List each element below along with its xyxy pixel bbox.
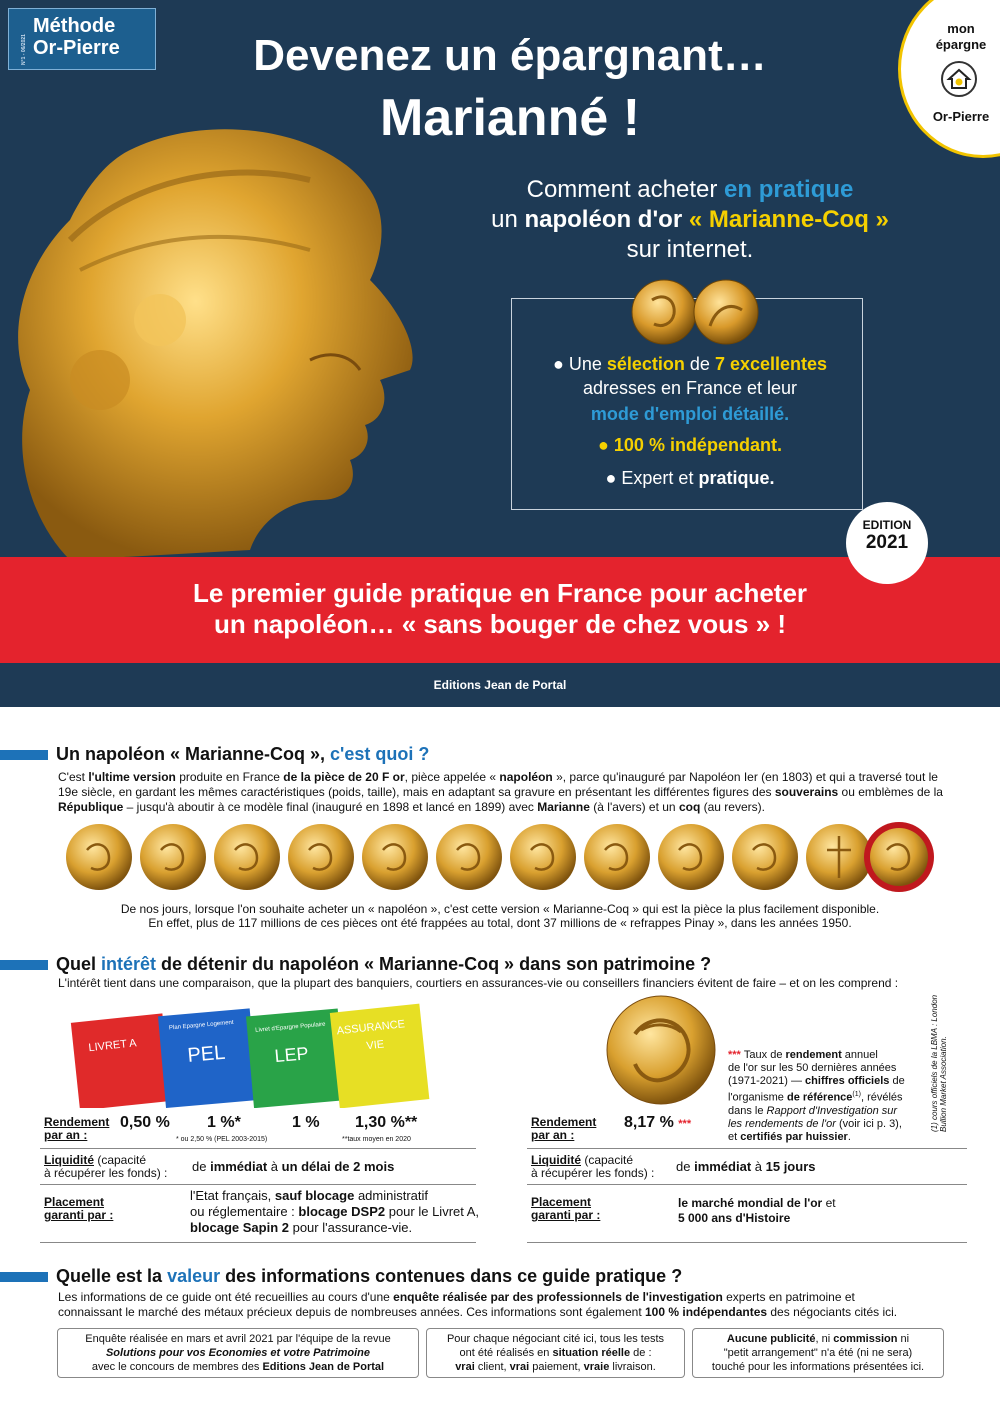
house-icon: [941, 61, 977, 97]
text-bold: Marianne: [537, 800, 590, 814]
cover-subtitle: [490, 175, 890, 265]
booklet-pel: [158, 1008, 258, 1108]
booklet-livret-a: [71, 1013, 172, 1108]
coin-9: [658, 824, 724, 890]
label-text: par an :: [531, 1128, 575, 1142]
coin-5: [362, 824, 428, 890]
edition-year: 2021: [865, 532, 909, 553]
note-text: (1971-2021) —: [728, 1075, 806, 1087]
methode-line1: Méthode: [33, 15, 116, 37]
box-text: touché pour les informations présentées ici.: [711, 1361, 925, 1373]
box-bold: commission: [833, 1333, 898, 1345]
label-text: Liquidité: [531, 1153, 581, 1167]
booklet-assurance-vie: [330, 1004, 430, 1108]
note-stars: ***: [728, 1049, 744, 1061]
text: emblèmes de la: [858, 785, 943, 799]
text: De nos jours, lorsque l'on souhaite acheter un « napoléon », c'est cette version « Marianne-Coq » qui est la pièce la plus facilement disponible.: [120, 902, 880, 916]
publisher-name: Editions Jean de Portal: [433, 678, 567, 692]
section2-intro: L'intérêt tient dans une comparaison, que la plupart des banquiers, courtiers en assurances-vie ou conseillers financiers évitent de faire – et on les comprend :: [58, 976, 899, 990]
box-text: ni: [897, 1333, 910, 1345]
coin-marianne-coq-highlighted: [864, 822, 934, 892]
divider: [527, 1148, 967, 1149]
note-bold: de référence: [786, 1091, 853, 1104]
box-bold: vraie: [583, 1361, 610, 1373]
svg-text:ASSURANCE: ASSURANCE: [336, 1018, 406, 1038]
rendement-or: [624, 1114, 691, 1132]
red-banner-text: [60, 578, 940, 640]
lbma-footnote: (1) cours officiels de la LBMA : London Bullion Market Association.: [930, 994, 948, 1132]
divider: [527, 1242, 967, 1243]
text: de: [192, 1159, 211, 1174]
red-banner-line1: Le premier guide pratique en France pour acheter: [192, 578, 808, 608]
divider: [40, 1242, 476, 1243]
label-text: (capacité: [94, 1153, 147, 1167]
feature-bullet-mode-emploi: mode d'emploi détaillé.: [590, 404, 790, 424]
bullet-highlight: sélection: [606, 354, 685, 374]
text: experts en patrimoine et: [722, 1290, 855, 1304]
rendement-note-av: **taux moyen en 2020: [342, 1136, 411, 1143]
label-text: à récupérer les fonds) :: [531, 1166, 655, 1180]
coin-8: [584, 824, 650, 890]
note-italic: Rapport d'Investigation sur: [766, 1104, 898, 1117]
svg-text:LIVRET A: LIVRET A: [87, 1037, 138, 1055]
bullet-text: Une: [568, 354, 607, 374]
note-text: et: [728, 1130, 741, 1143]
section1-paragraph: [58, 770, 958, 815]
text-bold: blocage DSP2: [298, 1204, 386, 1219]
text-bold: napoléon: [499, 770, 553, 784]
coin-1: [66, 824, 132, 890]
box-text: Pour chaque négociant cité ici, tous les tests: [446, 1333, 665, 1345]
text-bold: 100 % indépendantes: [645, 1305, 768, 1319]
label-text: (capacité: [581, 1153, 634, 1167]
value-text: 8,17 %: [624, 1114, 674, 1131]
liquidite-label-or: [531, 1154, 654, 1180]
text: (au revers).: [700, 800, 765, 814]
rendement-lep: 1 %: [292, 1114, 320, 1131]
text: C'est: [58, 770, 89, 784]
methode-line2: Or-Pierre: [33, 37, 120, 59]
box-text: "petit arrangement" n'a été (ni ne sera): [723, 1347, 913, 1359]
note-text: .: [847, 1130, 851, 1143]
heading-highlight: c'est quoi ?: [330, 744, 430, 764]
subtitle-part: un: [491, 206, 525, 233]
text: – jusqu'à aboutir à ce modèle final (inauguré en 1898 et lancé en 1899) avec: [123, 800, 538, 814]
text-bold: immédiat: [694, 1159, 752, 1174]
placement-label-or: [531, 1196, 600, 1222]
label-text: Rendement: [531, 1115, 597, 1129]
text-bold: de la pièce de 20 F or: [283, 770, 405, 784]
svg-text:Livret d'Epargne Populaire: Livret d'Epargne Populaire: [255, 1021, 326, 1034]
feature-bullet-expert: ● Expert et pratique.: [605, 468, 775, 488]
rendement-note-pel: * ou 2,50 % (PEL 2003-2015): [176, 1136, 268, 1143]
bullet-text: de: [684, 354, 715, 374]
text-bold: immédiat: [210, 1159, 268, 1174]
heading-highlight: valeur: [167, 1266, 221, 1286]
note-text: de: [889, 1075, 905, 1087]
bullet-bold: pratique.: [698, 468, 775, 488]
subtitle-bold: napoléon d'or: [524, 206, 683, 233]
section-marker: [0, 1272, 48, 1282]
rendement-livret-a: 0,50 %: [120, 1114, 170, 1131]
label-text: garanti par :: [531, 1208, 601, 1222]
badge-text-or-pierre: Or-Pierre: [932, 109, 990, 124]
marianne-profile-illustration: [10, 120, 480, 560]
box-text: client,: [474, 1361, 510, 1373]
methode-badge: [8, 8, 156, 70]
cover-title-line2: Marianné !: [379, 89, 641, 147]
section-marker: [0, 960, 48, 970]
heading-text: des informations contenues dans ce guide pratique ?: [220, 1266, 683, 1286]
issue-number: N°1 - 06/2021: [21, 34, 27, 65]
text-bold: enquête réalisée par des professionnels de l'investigation: [393, 1290, 723, 1304]
box-text: , ni: [815, 1333, 834, 1345]
bullet-text: 100 % indépendant.: [613, 435, 782, 455]
heading-highlight: intérêt: [101, 954, 157, 974]
text-bold: blocage Sapin 2: [190, 1220, 289, 1235]
coin-11: [806, 824, 872, 890]
box-bold: Aucune publicité: [726, 1333, 816, 1345]
section-heading-valeur: [0, 1266, 682, 1287]
feature-bullet-independant: ● 100 % indépendant.: [598, 435, 782, 455]
text-bold: un délai de 2 mois: [281, 1159, 395, 1174]
coins-pair-illustration: [630, 278, 760, 346]
text: administratif: [354, 1188, 429, 1203]
text: et: [822, 1196, 836, 1210]
divider: [527, 1184, 967, 1185]
booklet-lep: [246, 1009, 346, 1108]
feature-bullet-selection: ● Une sélection de 7 excellentes adresses en France et leur: [552, 354, 828, 398]
text: (à l'avers) et un: [589, 800, 679, 814]
marianne-coin-illustration: [605, 994, 717, 1106]
coin-4: [288, 824, 354, 890]
text-bold: sauf blocage: [274, 1188, 355, 1203]
info-box-enquete: [57, 1328, 419, 1378]
box-text: livraison.: [609, 1361, 656, 1373]
cover-title-line1: Devenez un épargnant…: [253, 31, 767, 80]
text-bold: 5 000 ans d'Histoire: [678, 1211, 791, 1225]
text-bold: 15 jours: [765, 1159, 816, 1174]
text-bold: le marché mondial de l'or: [678, 1196, 823, 1210]
text: l'Etat français,: [190, 1188, 275, 1203]
text: connaissant le marché des métaux précieux depuis de nombreuses années. Ces informations sont également: [58, 1305, 645, 1319]
text: produite en France: [175, 770, 284, 784]
box-bold: vrai: [455, 1361, 475, 1373]
rendement-assurance-vie: 1,30 %**: [355, 1114, 418, 1131]
heading-text: Quel: [56, 954, 102, 974]
text: de: [676, 1159, 695, 1174]
divider: [40, 1148, 476, 1149]
text: pour l'assurance-vie.: [288, 1220, 413, 1235]
label-text: Liquidité: [44, 1153, 94, 1167]
edition-label: EDITION: [862, 518, 912, 532]
liquidite-label: [44, 1154, 167, 1180]
placement-livrets: [190, 1188, 479, 1236]
box-text: paiement,: [529, 1361, 584, 1373]
text: à: [267, 1159, 282, 1174]
box-bold: vrai: [509, 1361, 530, 1373]
placement-label: [44, 1196, 113, 1222]
text: ou: [838, 785, 855, 799]
rendement-label-or: [531, 1116, 596, 1142]
value-stars: ***: [678, 1118, 692, 1130]
label-text: Rendement: [44, 1115, 110, 1129]
note-text: , révélés: [860, 1091, 903, 1104]
subtitle-part: Comment acheter: [526, 176, 725, 203]
red-banner-line2: un napoléon… « sans bouger de chez vous » !: [213, 609, 787, 639]
text: , pièce appelée «: [404, 770, 500, 784]
text: Les informations de ce guide ont été recueillies au cours d'une: [58, 1290, 394, 1304]
savings-booklets-illustration: [70, 1000, 430, 1108]
box-italic: Solutions pour vos Economies et votre Patrimoine: [105, 1347, 371, 1359]
label-text: Placement: [44, 1195, 105, 1209]
badge-text-epargne: épargne: [935, 37, 987, 52]
text: des négociants cités ici.: [767, 1305, 898, 1319]
section-heading-quoi: [0, 744, 429, 765]
subtitle-highlight: en pratique: [724, 176, 854, 203]
svg-text:VIE: VIE: [365, 1038, 385, 1053]
note-text: annuel: [841, 1049, 878, 1061]
text: tout le 19e siècle, en gardant les mêmes caractéristiques (poids, taille), mais en adaptant sa gravure en présentant les différentes figures des: [58, 770, 938, 799]
heading-text: Un napoléon « Marianne-Coq »,: [56, 744, 331, 764]
note-bold: certifiés par huissier: [740, 1130, 848, 1143]
coin-10: [732, 824, 798, 890]
box-text: avec le concours de membres des: [91, 1361, 263, 1373]
box-bold: Editions Jean de Portal: [262, 1361, 385, 1373]
note-text: Taux de: [743, 1049, 786, 1061]
bullet-text: Expert et: [621, 468, 699, 488]
text-bold: coq: [678, 800, 701, 814]
label-text: Placement: [531, 1195, 592, 1209]
text: ou réglementaire :: [190, 1204, 299, 1219]
liquidite-or: [676, 1160, 815, 1174]
note-text: de l'or sur les 50 dernières années: [728, 1062, 897, 1074]
mon-epargne-badge: [898, 0, 1000, 158]
box-text: de :: [630, 1347, 652, 1359]
text-bold: souverains: [774, 785, 839, 799]
note-text: (voir ici p. 3),: [835, 1117, 902, 1130]
note-bold: rendement: [785, 1049, 842, 1061]
badge-text-mon: mon: [947, 21, 975, 36]
label-text: par an :: [44, 1128, 88, 1142]
text-bold: l'ultime version: [88, 770, 176, 784]
divider: [40, 1184, 476, 1185]
rendement-or-note: [728, 1049, 924, 1144]
box-text: Enquête réalisée en mars et avril 2021 par l'équipe de la revue: [85, 1333, 391, 1345]
coin-6: [436, 824, 502, 890]
text: En effet, plus de 117 millions de ces pièces ont été frappées au total, dont 37 millions de « refrappes Pinay », dans les années 1950.: [148, 916, 852, 930]
info-box-publicite: [692, 1328, 944, 1378]
info-box-tests: [426, 1328, 685, 1378]
label-text: à récupérer les fonds) :: [44, 1166, 168, 1180]
svg-text:PEL: PEL: [186, 1041, 227, 1067]
heading-text: de détenir du napoléon « Marianne-Coq » dans son patrimoine ?: [156, 954, 712, 974]
note-bold: chiffres officiels: [805, 1075, 890, 1087]
svg-text:Plan Epargne Logement: Plan Epargne Logement: [168, 1019, 234, 1032]
section-heading-interet: [0, 954, 711, 975]
section-marker: [0, 750, 48, 760]
label-text: garanti par :: [44, 1208, 114, 1222]
napoleon-coins-row: [65, 820, 935, 894]
note-italic: les rendements de l'or: [728, 1117, 836, 1130]
svg-text:LEP: LEP: [273, 1043, 310, 1067]
text-bold: République: [58, 800, 124, 814]
text: », parce qu'inauguré par Napoléon Ier (en 1803) et qui a traversé: [552, 770, 902, 784]
rendement-pel: 1 %*: [207, 1114, 241, 1131]
text: à: [751, 1159, 766, 1174]
bullet-highlight: 7 excellentes: [714, 354, 828, 374]
bullet-text: adresses en France et leur: [582, 378, 798, 398]
coin-2: [140, 824, 206, 890]
section1-after-text: [60, 902, 940, 930]
coin-3: [214, 824, 280, 890]
subtitle-highlight-yellow: « Marianne-Coq »: [688, 206, 889, 233]
box-bold: situation réelle: [552, 1347, 631, 1359]
subtitle-part: sur internet.: [626, 236, 754, 263]
note-text: l'organisme: [728, 1091, 787, 1104]
rendement-label: [44, 1116, 109, 1142]
coin-7: [510, 824, 576, 890]
box-text: ont été réalisés en: [459, 1347, 553, 1359]
placement-or: [678, 1196, 836, 1226]
note-text: dans le: [728, 1104, 767, 1117]
edition-badge: [846, 502, 928, 584]
heading-text: Quelle est la: [56, 1266, 168, 1286]
section3-paragraph: [58, 1290, 958, 1320]
liquidite-livrets: [192, 1160, 394, 1174]
note-sup: (1): [852, 1091, 861, 1098]
text: pour le Livret A,: [385, 1204, 480, 1219]
